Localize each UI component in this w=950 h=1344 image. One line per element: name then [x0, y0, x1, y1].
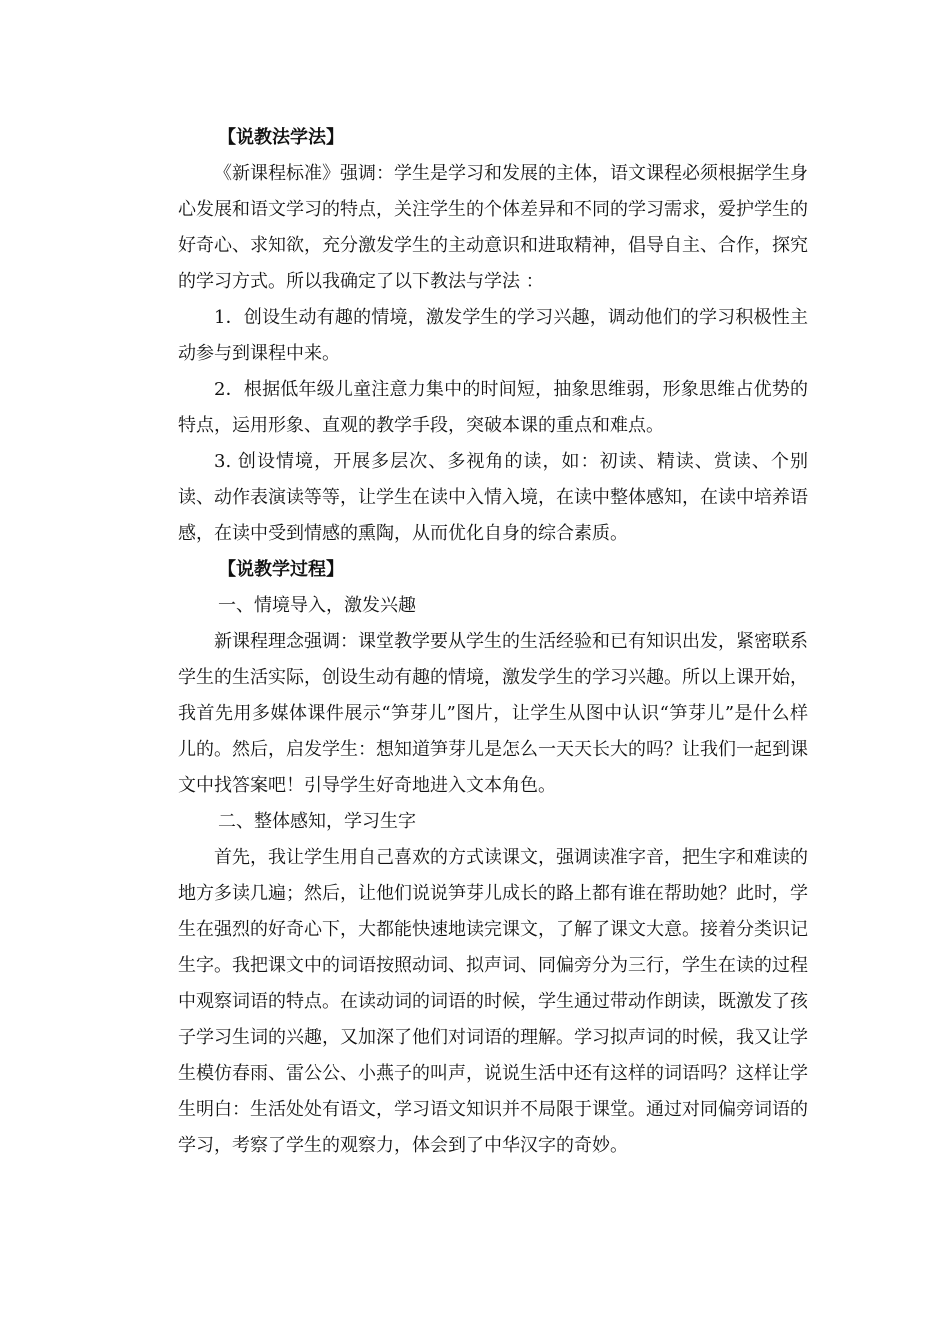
- section-heading-teaching-methods: 【说教法学法】: [218, 127, 344, 148]
- paragraph-step-1: 新课程理念强调：课堂教学要从学生的生活经验和已有知识出发，紧密联系学生的生活实际，创设生动有趣的情境，激发学生的学习兴趣。所以上课开始，我首先用多媒体课件展示“笋芽儿”图片，让学生从图中认识“笋芽儿”是什么样儿的。然后，启发学生：想知道笋芽儿是怎么一天天长大的吗？让我们一起到课文中找答案吧！引导学生好奇地进入文本角色。: [178, 631, 808, 796]
- list-item-method-2: 2．根据低年级儿童注意力集中的时间短，抽象思维弱，形象思维占优势的特点，运用形象、直观的教学手段，突破本课的重点和难点。: [178, 379, 808, 436]
- document-page: [178, 120, 808, 1164]
- section-heading-teaching-process: 【说教学过程】: [218, 559, 344, 580]
- paragraph-curriculum-standard: 《新课程标准》强调：学生是学习和发展的主体，语文课程必须根据学生身心发展和语文学习的特点，关注学生的个体差异和不同的学习需求，爱护学生的好奇心、求知欲，充分激发学生的主动意识和进取精神，倡导自主、合作，探究的学习方式。所以我确定了以下教法与学法 ：: [178, 163, 808, 292]
- list-item-method-1: 1．创设生动有趣的情境，激发学生的学习兴趣，调动他们的学习积极性主动参与到课程中来。: [178, 307, 808, 364]
- list-item-method-3: 3. 创设情境，开展多层次、多视角的读，如：初读、精读、赏读、个别读、动作表演读等等，让学生在读中入情入境，在读中整体感知，在读中培养语感，在读中受到情感的熏陶，从而优化自身的综合素质。: [178, 451, 808, 544]
- subheading-step-1: 一、情境导入，激发兴趣: [218, 595, 416, 616]
- subheading-step-2: 二、整体感知，学习生字: [218, 811, 416, 832]
- paragraph-step-2: 首先，我让学生用自己喜欢的方式读课文，强调读准字音，把生字和难读的地方多读几遍；然后，让他们说说笋芽儿成长的路上都有谁在帮助她？此时，学生在强烈的好奇心下，大都能快速地读完课文，了解了课文大意。接着分类识记生字。我把课文中的词语按照动词、拟声词、同偏旁分为三行，学生在读的过程中观察词语的特点。在读动词的词语的时候，学生通过带动作朗读，既激发了孩子学习生词的兴趣，又加深了他们对词语的理解。学习拟声词的时候，我又让学生模仿春雨、雷公公、小燕子的叫声，说说生活中还有这样的词语吗？这样让学生明白：生活处处有语文，学习语文知识并不局限于课堂。通过对同偏旁词语的学习，考察了学生的观察力，体会到了中华汉字的奇妙。: [178, 847, 808, 1156]
